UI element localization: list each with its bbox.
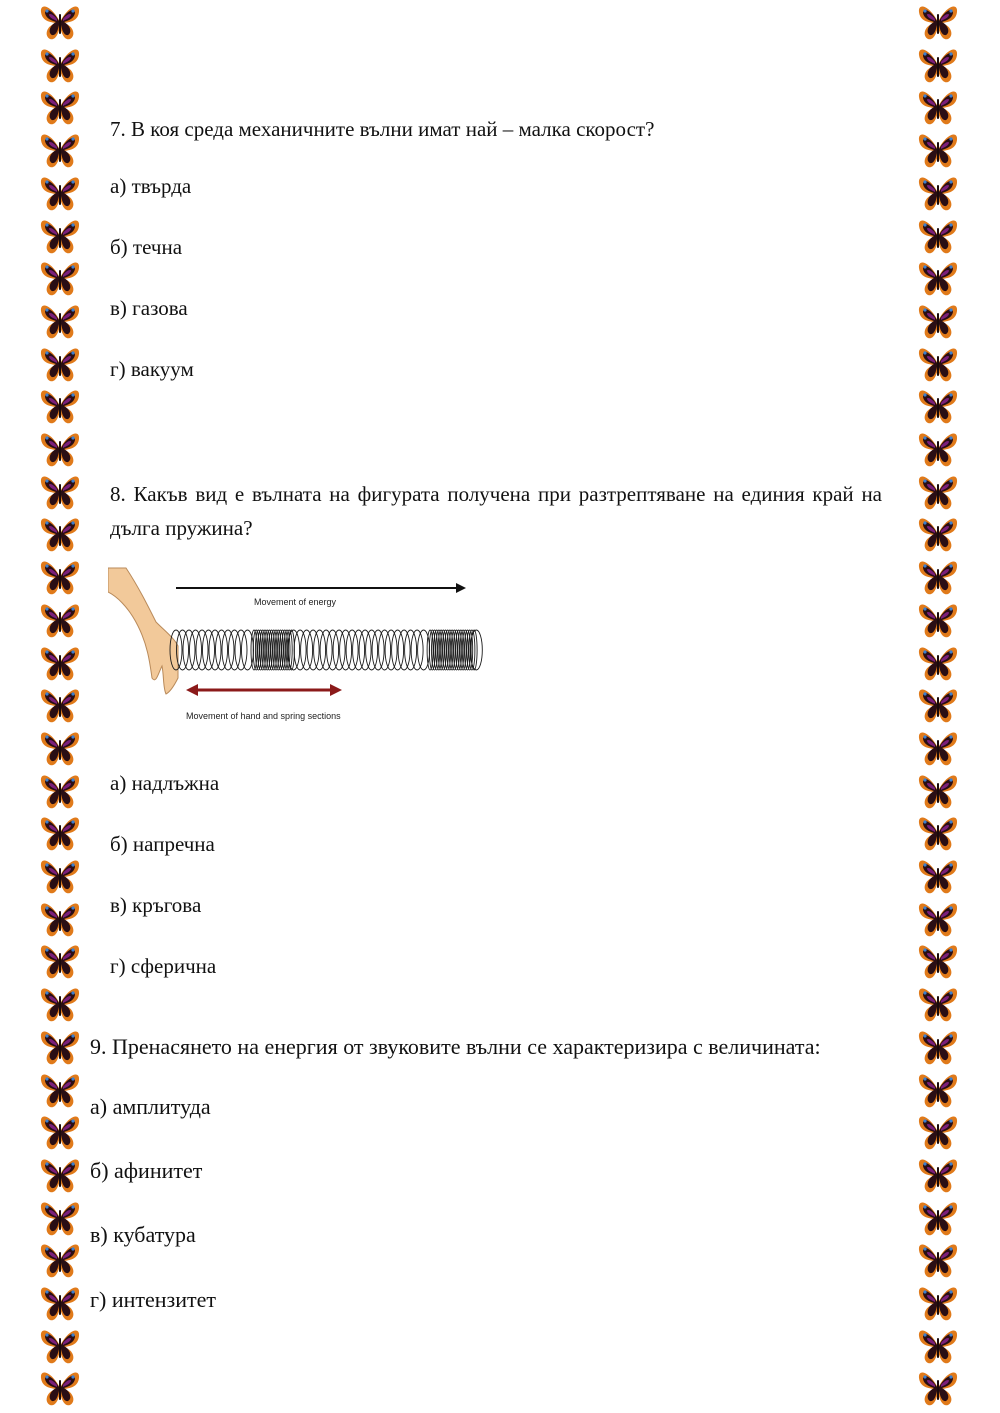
question-9-option-b[interactable]: б) афинитет — [90, 1158, 203, 1183]
energy-movement-label: Movement of energy — [254, 597, 337, 607]
butterfly-icon — [38, 813, 82, 853]
spring-coil — [340, 630, 352, 670]
butterfly-icon — [38, 984, 82, 1024]
spring-wave-illustration — [108, 566, 483, 726]
right-butterfly-border — [916, 0, 960, 1413]
butterfly-icon — [916, 984, 960, 1024]
butterfly-icon — [38, 685, 82, 725]
spring-coil — [190, 630, 202, 670]
spring-coil — [183, 630, 195, 670]
butterfly-icon — [916, 301, 960, 341]
butterfly-icon — [38, 1070, 82, 1110]
spring-coil — [314, 630, 326, 670]
question-8-option-b[interactable]: б) напречна — [110, 832, 215, 856]
butterfly-icon — [916, 45, 960, 85]
butterfly-icon — [916, 941, 960, 981]
butterfly-icon — [38, 771, 82, 811]
butterfly-icon — [916, 1155, 960, 1195]
butterfly-icon — [916, 1070, 960, 1110]
butterfly-icon — [916, 258, 960, 298]
hand-movement-arrow-left-head — [186, 684, 198, 696]
butterfly-icon — [38, 386, 82, 426]
butterfly-icon — [916, 87, 960, 127]
butterfly-icon — [916, 2, 960, 42]
butterfly-icon — [38, 216, 82, 256]
spring-coil — [353, 630, 365, 670]
spring-coil — [398, 630, 410, 670]
butterfly-icon — [916, 173, 960, 213]
butterfly-icon — [916, 472, 960, 512]
spring-coil — [366, 630, 378, 670]
spring-coil — [203, 630, 215, 670]
butterfly-icon — [916, 557, 960, 597]
spring-coil — [333, 630, 345, 670]
butterfly-icon — [38, 344, 82, 384]
question-7-option-c[interactable]: в) газова — [110, 296, 188, 320]
butterfly-icon — [916, 386, 960, 426]
question-8-option-a[interactable]: а) надлъжна — [110, 771, 220, 795]
butterfly-icon — [916, 771, 960, 811]
question-9-text: 9. Пренасянето на енергия от звуковите вълни се характеризира с величината: — [90, 1034, 821, 1059]
hand-movement-label: Movement of hand and spring sections — [186, 711, 341, 721]
butterfly-icon — [916, 685, 960, 725]
question-9-option-c[interactable]: в) кубатура — [90, 1222, 196, 1247]
spring-coil — [411, 630, 423, 670]
butterfly-icon — [916, 1198, 960, 1238]
question-8-option-d[interactable]: г) сферична — [110, 954, 217, 978]
butterfly-icon — [38, 1326, 82, 1366]
question-7-text: 7. В коя среда механичните вълни имат най – малка скорост? — [110, 117, 655, 141]
butterfly-icon — [916, 429, 960, 469]
hand-shape — [108, 568, 178, 694]
spring-coil — [385, 630, 397, 670]
spring-coil — [196, 630, 208, 670]
hand-movement-arrow-right-head — [330, 684, 342, 696]
spring-wave-figure — [108, 566, 483, 726]
spring-coil — [372, 630, 384, 670]
butterfly-icon — [38, 130, 82, 170]
butterfly-icon — [38, 1155, 82, 1195]
butterfly-icon — [38, 1112, 82, 1152]
butterfly-icon — [38, 514, 82, 554]
butterfly-icon — [916, 643, 960, 683]
question-8-text: 8. Какъв вид е вълната на фигурата получена при разтрептяване на единия край на дълга пружина? — [110, 482, 882, 540]
butterfly-icon — [916, 130, 960, 170]
butterfly-icon — [916, 1326, 960, 1366]
spring-coil — [320, 630, 332, 670]
butterfly-icon — [38, 1240, 82, 1280]
butterfly-icon — [38, 472, 82, 512]
left-butterfly-border — [38, 0, 82, 1413]
butterfly-icon — [38, 856, 82, 896]
spring-coil — [229, 630, 241, 670]
question-7-option-d[interactable]: г) вакуум — [110, 357, 194, 381]
slinky-spring — [170, 630, 482, 670]
butterfly-icon — [916, 1240, 960, 1280]
butterfly-icon — [38, 728, 82, 768]
butterfly-icon — [916, 1283, 960, 1323]
spring-coil — [216, 630, 228, 670]
butterfly-icon — [916, 856, 960, 896]
butterfly-icon — [38, 1198, 82, 1238]
spring-coil — [301, 630, 313, 670]
butterfly-icon — [38, 1368, 82, 1408]
spring-coil — [294, 630, 306, 670]
butterfly-icon — [38, 557, 82, 597]
butterfly-icon — [916, 514, 960, 554]
question-9-option-a[interactable]: а) амплитуда — [90, 1094, 211, 1119]
spring-coil — [209, 630, 221, 670]
butterfly-icon — [916, 813, 960, 853]
butterfly-icon — [38, 1283, 82, 1323]
butterfly-icon — [38, 1027, 82, 1067]
butterfly-icon — [38, 87, 82, 127]
butterfly-icon — [38, 643, 82, 683]
butterfly-icon — [38, 45, 82, 85]
question-7-option-a[interactable]: а) твърда — [110, 174, 192, 198]
butterfly-icon — [38, 173, 82, 213]
butterfly-icon — [916, 1027, 960, 1067]
butterfly-icon — [38, 600, 82, 640]
butterfly-icon — [38, 258, 82, 298]
butterfly-icon — [916, 1112, 960, 1152]
butterfly-icon — [916, 728, 960, 768]
spring-coil — [222, 630, 234, 670]
butterfly-icon — [38, 429, 82, 469]
spring-coil — [346, 630, 358, 670]
butterfly-icon — [38, 301, 82, 341]
question-7-option-b[interactable]: б) течна — [110, 235, 183, 259]
butterfly-icon — [38, 2, 82, 42]
question-8-option-c[interactable]: в) кръгова — [110, 893, 202, 917]
spring-coil — [405, 630, 417, 670]
spring-coil — [327, 630, 339, 670]
spring-coil — [392, 630, 404, 670]
butterfly-icon — [38, 899, 82, 939]
question-9-option-d[interactable]: г) интензитет — [90, 1287, 217, 1312]
spring-coil — [359, 630, 371, 670]
spring-coil — [235, 630, 247, 670]
butterfly-icon — [916, 1368, 960, 1408]
butterfly-icon — [916, 216, 960, 256]
butterfly-icon — [916, 899, 960, 939]
energy-arrow-head — [456, 583, 466, 593]
butterfly-icon — [916, 600, 960, 640]
spring-coil — [307, 630, 319, 670]
butterfly-icon — [38, 941, 82, 981]
spring-coil — [379, 630, 391, 670]
butterfly-icon — [916, 344, 960, 384]
